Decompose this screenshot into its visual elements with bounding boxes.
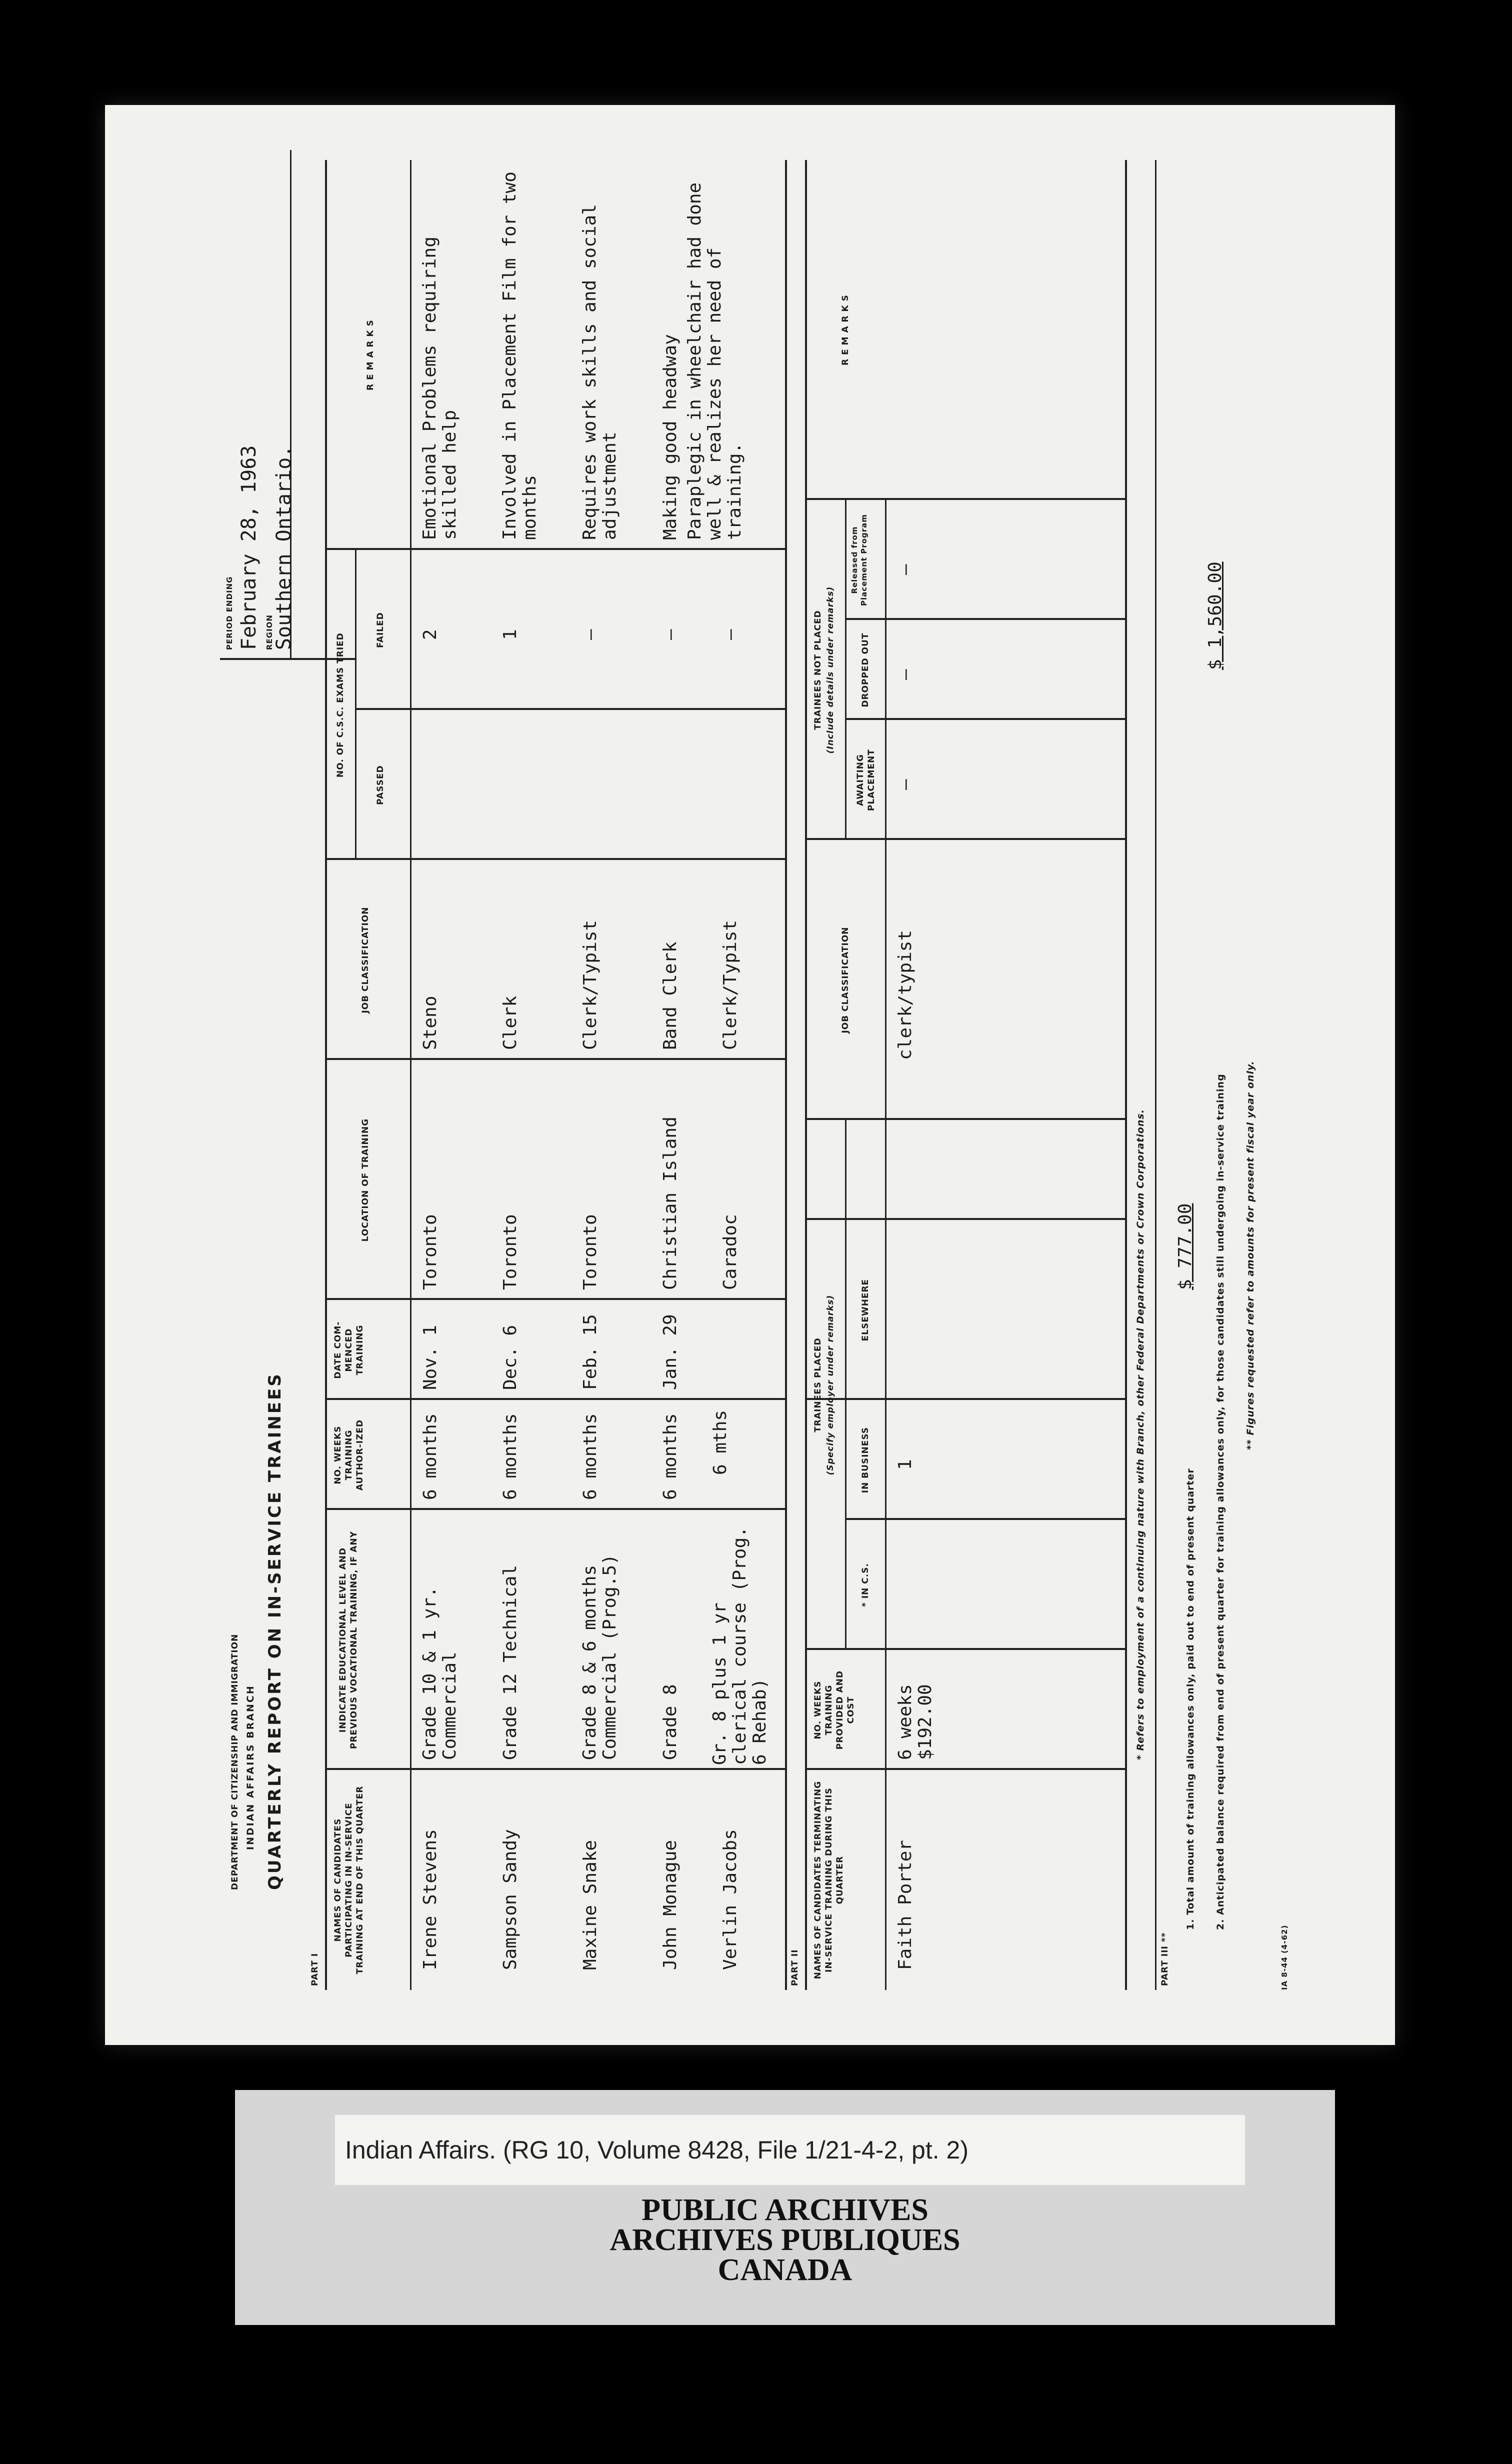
p1-row3-location: Christian Island <box>660 1116 680 1290</box>
p2-header-names: NAMES OF CANDIDATES TERMINATING IN-SERVICE TRAINING DURING THIS QUARTER <box>813 1780 845 1980</box>
p2-row0-released: — <box>895 564 916 575</box>
document-sheet <box>105 105 1395 2045</box>
p2-header-remarks: R E M A R K S <box>840 294 850 366</box>
p1-row4-remarks: Paraplegic in wheelchair had done well & realizes her need of training. <box>684 182 745 540</box>
p2-header-not-placed: TRAINEES NOT PLACED <box>813 610 823 730</box>
p2-header-weeks: NO. WEEKS TRAINING PROVIDED AND COST <box>813 1670 856 1750</box>
p1-row3-education: Grade 8 <box>660 1684 680 1760</box>
p1-header-job: JOB CLASSIFICATION <box>360 906 370 1014</box>
region-value: Southern Ontario. <box>272 445 296 650</box>
p1-col-sep-3 <box>325 1398 785 1400</box>
p1-row1-job: Clerk <box>500 996 520 1050</box>
part3-rule <box>1155 160 1156 1990</box>
p1-row0-date: Nov. 1 <box>420 1324 440 1390</box>
stamp-line-3: CANADA <box>718 2253 852 2287</box>
p1-row0-failed: 2 <box>420 629 440 640</box>
p1-row3-name: John Monague <box>660 1840 680 1970</box>
part3-item1: 1. Total amount of training allowances only, paid out to end of present quarter <box>1185 1468 1196 1930</box>
archive-stamp <box>235 2195 1335 2285</box>
p1-row0-job: Steno <box>420 996 440 1050</box>
p2-placed-subrule <box>845 1120 846 1650</box>
p2-col-sep-2 <box>805 1648 1125 1650</box>
department-line: DEPARTMENT OF CITIZENSHIP AND IMMIGRATION <box>230 1634 240 1890</box>
p1-col-sep-8 <box>325 548 785 550</box>
p1-row1-remarks: Involved in Placement Film for two months <box>500 172 540 540</box>
part3-item2: 2. Anticipated balance required from end of present quarter for training allowances only, for those candidates still undergoing in-service training <box>1215 1074 1226 1930</box>
p2-header-not-placed-note: (Include details under remarks) <box>826 586 836 754</box>
part2-label: PART II <box>790 1949 800 1986</box>
p1-row2-job: Clerk/Typist <box>580 920 600 1050</box>
p1-header-passed: PASSED <box>376 765 386 805</box>
rotated-form <box>175 150 1325 2000</box>
p2-row0-name: Faith Porter <box>895 1840 916 1970</box>
p1-row1-weeks: 6 months <box>500 1413 520 1500</box>
part3-footnote: ** Figures requested refer to amounts for present fiscal year only. <box>1245 1060 1256 1450</box>
p2-col-sep-8 <box>845 618 1125 620</box>
p1-row1-location: Toronto <box>500 1214 520 1290</box>
p2-header-elsewhere: ELSEWHERE <box>860 1278 870 1342</box>
part2-top-rule <box>805 160 807 1990</box>
p1-row4-name: Verlin Jacobs <box>720 1829 740 1970</box>
part3-item1-value: $ 777.00 <box>1175 1203 1196 1290</box>
stamp-line-1: PUBLIC ARCHIVES <box>642 2193 928 2227</box>
p1-row4-weeks: 6 mths <box>710 1410 730 1475</box>
p1-row1-education: Grade 12 Technical <box>500 1564 520 1760</box>
p2-col-sep-6 <box>805 838 1125 840</box>
p1-header-remarks: R E M A R K S <box>366 320 376 390</box>
p2-row0-awaiting: — <box>895 779 916 790</box>
p1-header-failed: FAILED <box>376 612 386 648</box>
p2-col-sep-4 <box>805 1218 1125 1220</box>
p1-header-education: INDICATE EDUCATIONAL LEVEL AND PREVIOUS VOCATIONAL TRAINING, IF ANY <box>338 1530 359 1750</box>
p1-row1-failed: 1 <box>500 629 520 640</box>
p1-row0-name: Irene Stevens <box>420 1829 440 1970</box>
p1-row0-remarks: Emotional Problems requiring skilled help <box>420 236 460 540</box>
p2-col-sep-7 <box>845 718 1125 720</box>
p2-notplaced-subrule <box>845 500 846 840</box>
p1-header-names: NAMES OF CANDIDATES PARTICIPATING IN IN-SERVICE TRAINING AT END OF THIS QUARTER <box>333 1786 365 1974</box>
p1-exam-subrule <box>355 550 356 860</box>
form-code: IA 8-44 (4-62) <box>1280 1924 1289 1990</box>
p1-col-sep-1 <box>325 1768 785 1770</box>
p2-header-placed-note: (Specify employer under remarks) <box>826 1294 836 1476</box>
part1-header-rule <box>410 160 412 1990</box>
p1-row2-remarks: Requires work skills and social adjustment <box>580 204 620 540</box>
form-title: QUARTERLY REPORT ON IN-SERVICE TRAINEES <box>265 1372 285 1890</box>
p1-row2-weeks: 6 months <box>580 1413 600 1500</box>
p2-header-in-business: IN BUSINESS <box>860 1426 870 1494</box>
p2-col-sep-1 <box>805 1768 1125 1770</box>
p2-row0-weeks: 6 weeks <box>895 1684 916 1760</box>
part1-bottom-rule <box>785 160 787 1990</box>
p1-row3-remarks: Making good headway <box>660 334 680 540</box>
p1-header-date: DATE COM-MENCED TRAINING <box>333 1321 365 1379</box>
p2-header-in-cs: * IN C.S. <box>860 1563 870 1607</box>
part2-footnote: * Refers to employment of a continuing nature with Branch, other Federal Departments or Crown Corporations. <box>1135 1108 1146 1760</box>
p1-row2-location: Toronto <box>580 1214 600 1290</box>
p1-row2-date: Feb. 15 <box>580 1314 600 1390</box>
p2-header-job: JOB CLASSIFICATION <box>840 926 850 1034</box>
p2-row0-in-business: 1 <box>895 1459 916 1470</box>
p1-row4-education: Gr. 8 plus 1 yr clerical course (Prog. 6 Rehab) <box>710 1526 770 1765</box>
p2-header-awaiting: AWAITING PLACEMENT <box>856 749 876 811</box>
p2-row0-cost: $192.00 <box>915 1684 936 1760</box>
p2-business-sep <box>845 1398 1125 1400</box>
p1-col-sep-7 <box>355 708 785 710</box>
p1-row4-location: Caradoc <box>720 1214 740 1290</box>
p1-header-exams: NO. OF C.S.C. EXAMS TRIED <box>336 632 346 778</box>
part1-label: PART I <box>310 1952 320 1986</box>
period-label: PERIOD ENDING <box>225 576 234 650</box>
p1-row4-job: Clerk/Typist <box>720 920 740 1050</box>
p1-row3-weeks: 6 months <box>660 1413 680 1500</box>
p2-col-sep-5 <box>805 1118 1125 1120</box>
p2-col-sep-9 <box>805 498 1125 500</box>
p1-row2-name: Maxine Snake <box>580 1840 600 1970</box>
p2-header-released: Released from Placement Program <box>850 514 868 606</box>
p1-row3-date: Jan. 29 <box>660 1314 680 1390</box>
stamp-line-2: ARCHIVES PUBLIQUES <box>610 2223 960 2257</box>
p1-row2-education: Grade 8 & 6 months Commercial (Prog.5) <box>580 1554 620 1760</box>
part1-top-rule <box>325 160 327 1990</box>
p1-row3-job: Band Clerk <box>660 942 680 1050</box>
archive-reference: Indian Affairs. (RG 10, Volume 8428, File 1/21-4-2, pt. 2) <box>335 2115 1245 2185</box>
p2-incs-sep <box>845 1518 1125 1520</box>
p1-header-weeks: NO. WEEKS TRAINING AUTHOR-IZED <box>333 1419 365 1491</box>
region-label: REGION <box>265 614 274 650</box>
p1-row0-location: Toronto <box>420 1214 440 1290</box>
p1-row1-name: Sampson Sandy <box>500 1829 520 1970</box>
part2-header-rule <box>885 840 886 1990</box>
p1-row1-date: Dec. 6 <box>500 1324 520 1390</box>
p2-header-dropped: DROPPED OUT <box>860 632 870 708</box>
branch-line: INDIAN AFFAIRS BRANCH <box>245 1684 256 1850</box>
p2-header-placed: TRAINEES PLACED <box>813 1338 823 1432</box>
p1-row3-failed: — <box>660 629 680 640</box>
p2-notplaced-header-rule <box>885 500 886 840</box>
part3-label: PART III ** <box>1160 1932 1170 1986</box>
p1-header-location: LOCATION OF TRAINING <box>360 1118 370 1242</box>
p1-row0-education: Grade 10 & 1 yr. Commercial <box>420 1586 460 1760</box>
p1-col-sep-4 <box>325 1298 785 1300</box>
part2-bottom-rule <box>1125 160 1127 1990</box>
p1-row2-failed: — <box>580 629 600 640</box>
p2-row0-job: clerk/typist <box>895 930 916 1060</box>
period-value: February 28, 1963 <box>238 445 260 650</box>
p1-col-sep-6 <box>325 858 785 860</box>
part3-item2-value: $ 1,560.00 <box>1205 562 1226 670</box>
p1-col-sep-5 <box>325 1058 785 1060</box>
p1-row0-weeks: 6 months <box>420 1413 440 1500</box>
archive-label-card <box>235 2090 1335 2325</box>
p2-row0-dropped: — <box>895 669 916 680</box>
p1-row4-failed: — <box>720 629 740 640</box>
